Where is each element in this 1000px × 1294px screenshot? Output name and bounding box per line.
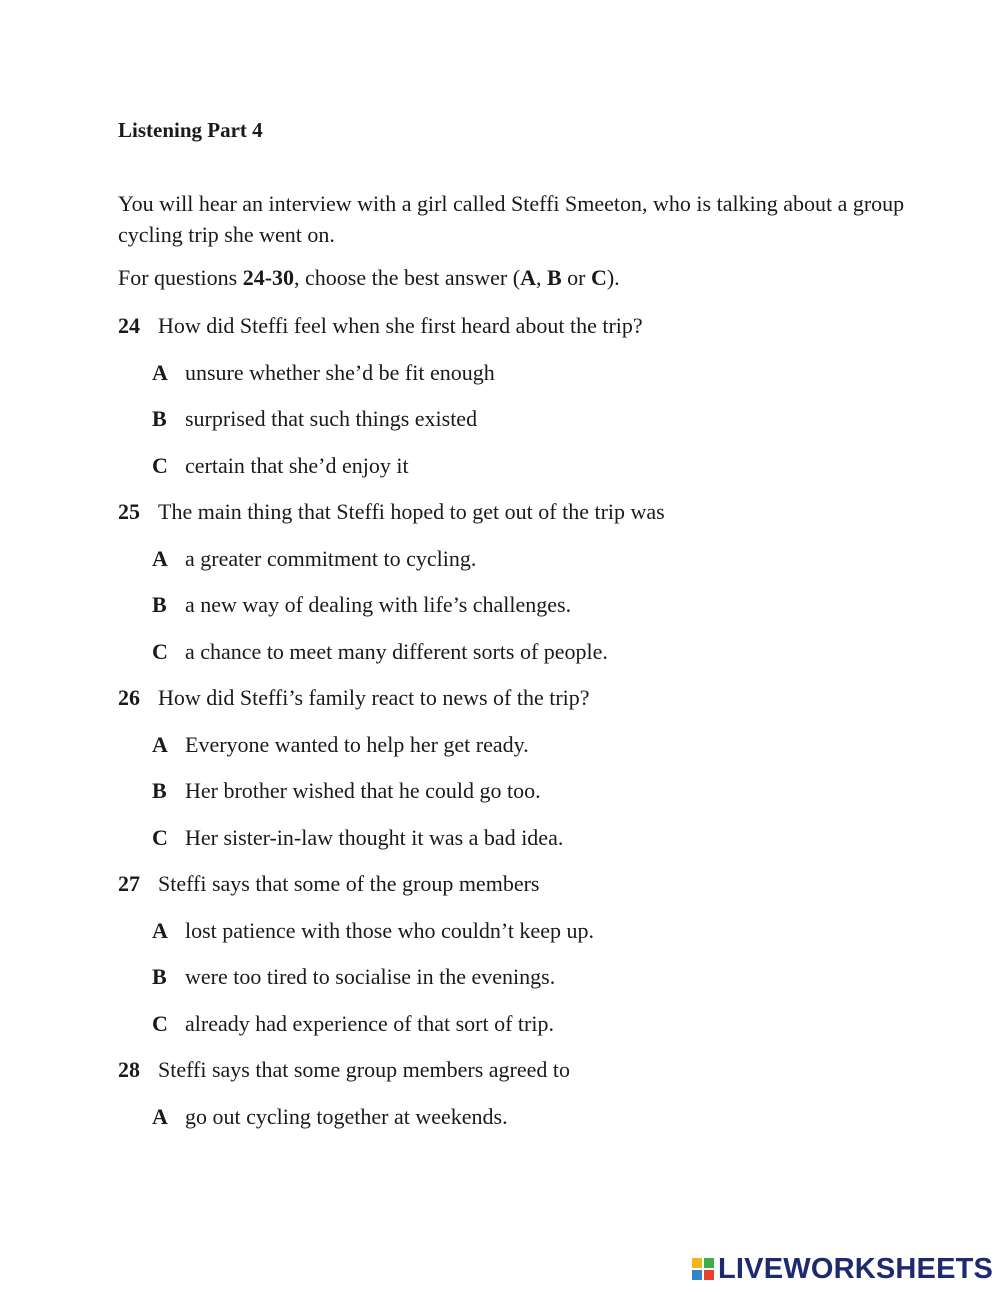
question-number: 26 (118, 685, 140, 710)
option-text: already had experience of that sort of trip. (185, 1011, 554, 1036)
option-24-a[interactable] (152, 359, 495, 387)
question-27 (118, 870, 539, 898)
option-24-b[interactable] (152, 405, 477, 433)
option-text: a new way of dealing with life’s challenges. (185, 592, 572, 617)
logo-tiles-icon (692, 1258, 714, 1280)
option-letter: B (152, 592, 167, 617)
question-text: Steffi says that some group members agreed to (158, 1057, 570, 1082)
option-letter: A (152, 360, 168, 385)
option-text: unsure whether she’d be fit enough (185, 360, 495, 385)
option-letter: A (152, 732, 168, 757)
option-text: Her sister-in-law thought it was a bad idea. (185, 825, 564, 850)
option-letter: C (152, 639, 168, 664)
option-26-c[interactable] (152, 824, 563, 852)
option-letter: A (152, 918, 168, 943)
option-letter: B (152, 406, 167, 431)
option-text: were too tired to socialise in the evenings. (185, 964, 556, 989)
option-letter: A (152, 546, 168, 571)
instructions: For questions 24-30, choose the best answer (A, B or C). (118, 265, 620, 290)
question-number: 24 (118, 313, 140, 338)
option-26-a[interactable] (152, 731, 529, 759)
option-letter: B (152, 778, 167, 803)
option-text: Everyone wanted to help her get ready. (185, 732, 529, 757)
question-text: The main thing that Steffi hoped to get out of the trip was (158, 499, 665, 524)
question-number: 27 (118, 871, 140, 896)
option-text: a greater commitment to cycling. (185, 546, 477, 571)
question-26 (118, 684, 590, 712)
option-text: lost patience with those who couldn’t keep up. (185, 918, 594, 943)
option-letter: C (152, 453, 168, 478)
question-25 (118, 498, 665, 526)
question-number: 25 (118, 499, 140, 524)
question-24 (118, 312, 643, 340)
intro-text: You will hear an interview with a girl called Steffi Smeeton, who is talking about a group cycling trip she went on. (118, 191, 905, 247)
question-28 (118, 1056, 570, 1084)
option-27-c[interactable] (152, 1010, 554, 1038)
question-text: Steffi says that some of the group members (158, 871, 540, 896)
option-text: Her brother wished that he could go too. (185, 778, 541, 803)
option-27-a[interactable] (152, 917, 594, 945)
option-text: go out cycling together at weekends. (185, 1104, 508, 1129)
option-25-c[interactable] (152, 638, 608, 666)
option-25-b[interactable] (152, 591, 571, 619)
option-24-c[interactable] (152, 452, 409, 480)
option-text: a chance to meet many different sorts of people. (185, 639, 608, 664)
question-text: How did Steffi feel when she first heard about the trip? (158, 313, 643, 338)
liveworksheets-logo (692, 1254, 993, 1284)
option-28-a[interactable] (152, 1103, 508, 1131)
option-text: surprised that such things existed (185, 406, 478, 431)
question-number: 28 (118, 1057, 140, 1082)
option-letter: B (152, 964, 167, 989)
logo-text: LIVEWORKSHEETS (718, 1252, 994, 1285)
option-letter: C (152, 1011, 168, 1036)
question-text: How did Steffi’s family react to news of the trip? (158, 685, 590, 710)
option-letter: C (152, 825, 168, 850)
page-title: Listening Part 4 (118, 118, 263, 142)
option-letter: A (152, 1104, 168, 1129)
option-text: certain that she’d enjoy it (185, 453, 409, 478)
option-27-b[interactable] (152, 963, 555, 991)
option-25-a[interactable] (152, 545, 476, 573)
option-26-b[interactable] (152, 777, 541, 805)
